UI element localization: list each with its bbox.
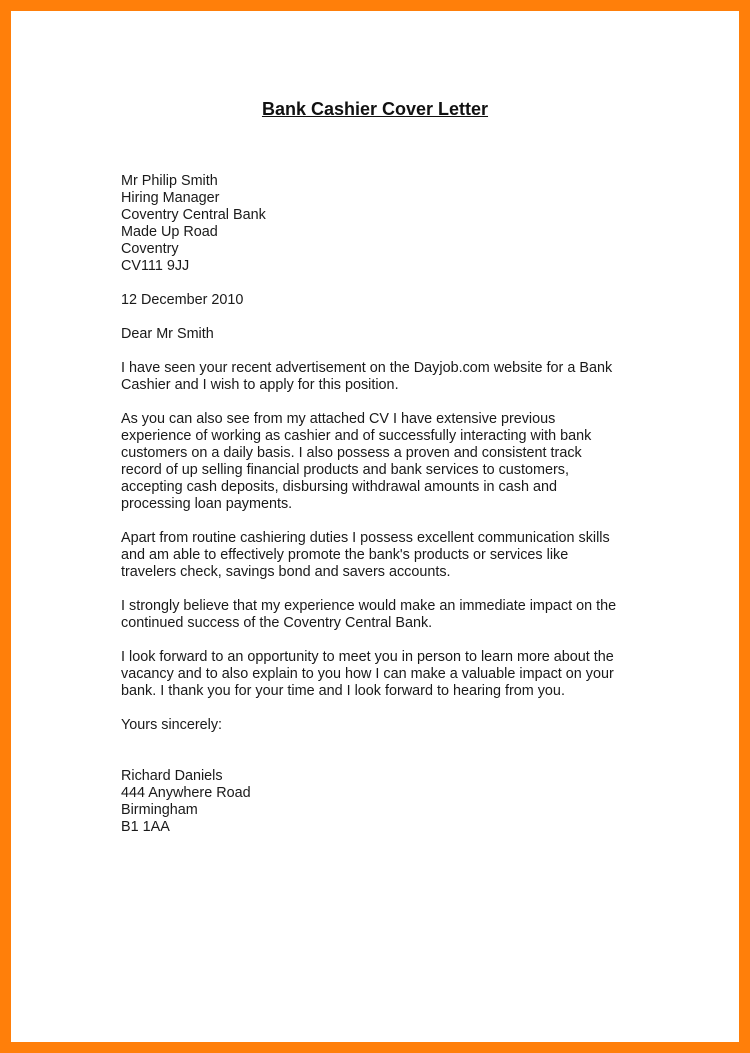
recipient-line: CV111 9JJ <box>121 258 190 274</box>
paragraph-line: Cashier and I wish to apply for this position. <box>121 377 399 393</box>
paragraph-4 <box>121 598 661 632</box>
paragraph-line: travelers check, savings bond and savers accounts. <box>121 564 451 580</box>
recipient-line: Coventry Central Bank <box>121 207 266 223</box>
letter-title: Bank Cashier Cover Letter <box>261 99 489 119</box>
salutation-block <box>121 326 661 343</box>
paragraph-2 <box>121 411 661 513</box>
recipient-address <box>121 173 661 275</box>
paragraph-line: As you can also see from my attached CV I have extensive previous <box>121 411 556 427</box>
paragraph-line: I strongly believe that my experience would make an immediate impact on the <box>121 598 617 614</box>
closing-block <box>121 717 661 734</box>
paragraph-line: continued success of the Coventry Central Bank. <box>121 615 433 631</box>
paragraph-line: experience of working as cashier and of successfully interacting with bank <box>121 428 592 444</box>
sender-line: 444 Anywhere Road <box>121 785 251 801</box>
paragraph-line: processing loan payments. <box>121 496 293 512</box>
recipient-line: Hiring Manager <box>121 190 220 206</box>
paragraph-line: record of up selling financial products and bank services to customers, <box>121 462 569 478</box>
letter-page <box>11 11 739 1042</box>
letter-date: 12 December 2010 <box>121 292 244 308</box>
recipient-line: Coventry <box>121 241 179 257</box>
paragraph-line: and am able to effectively promote the bank's products or services like <box>121 547 569 563</box>
sender-line: B1 1AA <box>121 819 170 835</box>
closing: Yours sincerely: <box>121 717 223 733</box>
paragraph-line: I have seen your recent advertisement on the Dayjob.com website for a Bank <box>121 360 613 376</box>
paragraph-line: I look forward to an opportunity to meet you in person to learn more about the <box>121 649 614 665</box>
paragraph-line: accepting cash deposits, disbursing withdrawal amounts in cash and <box>121 479 557 495</box>
salutation: Dear Mr Smith <box>121 326 214 342</box>
paragraph-line: vacancy and to also explain to you how I can make a valuable impact on your <box>121 666 614 682</box>
paragraph-line: bank. I thank you for your time and I look forward to hearing from you. <box>121 683 565 699</box>
recipient-line: Made Up Road <box>121 224 218 240</box>
paragraph-line: customers on a daily basis. I also possess a proven and consistent track <box>121 445 582 461</box>
sender-line: Richard Daniels <box>121 768 223 784</box>
sender-address <box>121 768 661 836</box>
paragraph-line: Apart from routine cashiering duties I possess excellent communication skills <box>121 530 610 546</box>
paragraph-3 <box>121 530 661 581</box>
letter-date-block <box>121 292 661 309</box>
paragraph-5 <box>121 649 661 700</box>
sender-line: Birmingham <box>121 802 198 818</box>
paragraph-1 <box>121 360 661 394</box>
recipient-line: Mr Philip Smith <box>121 173 218 189</box>
letter-body <box>121 173 661 853</box>
